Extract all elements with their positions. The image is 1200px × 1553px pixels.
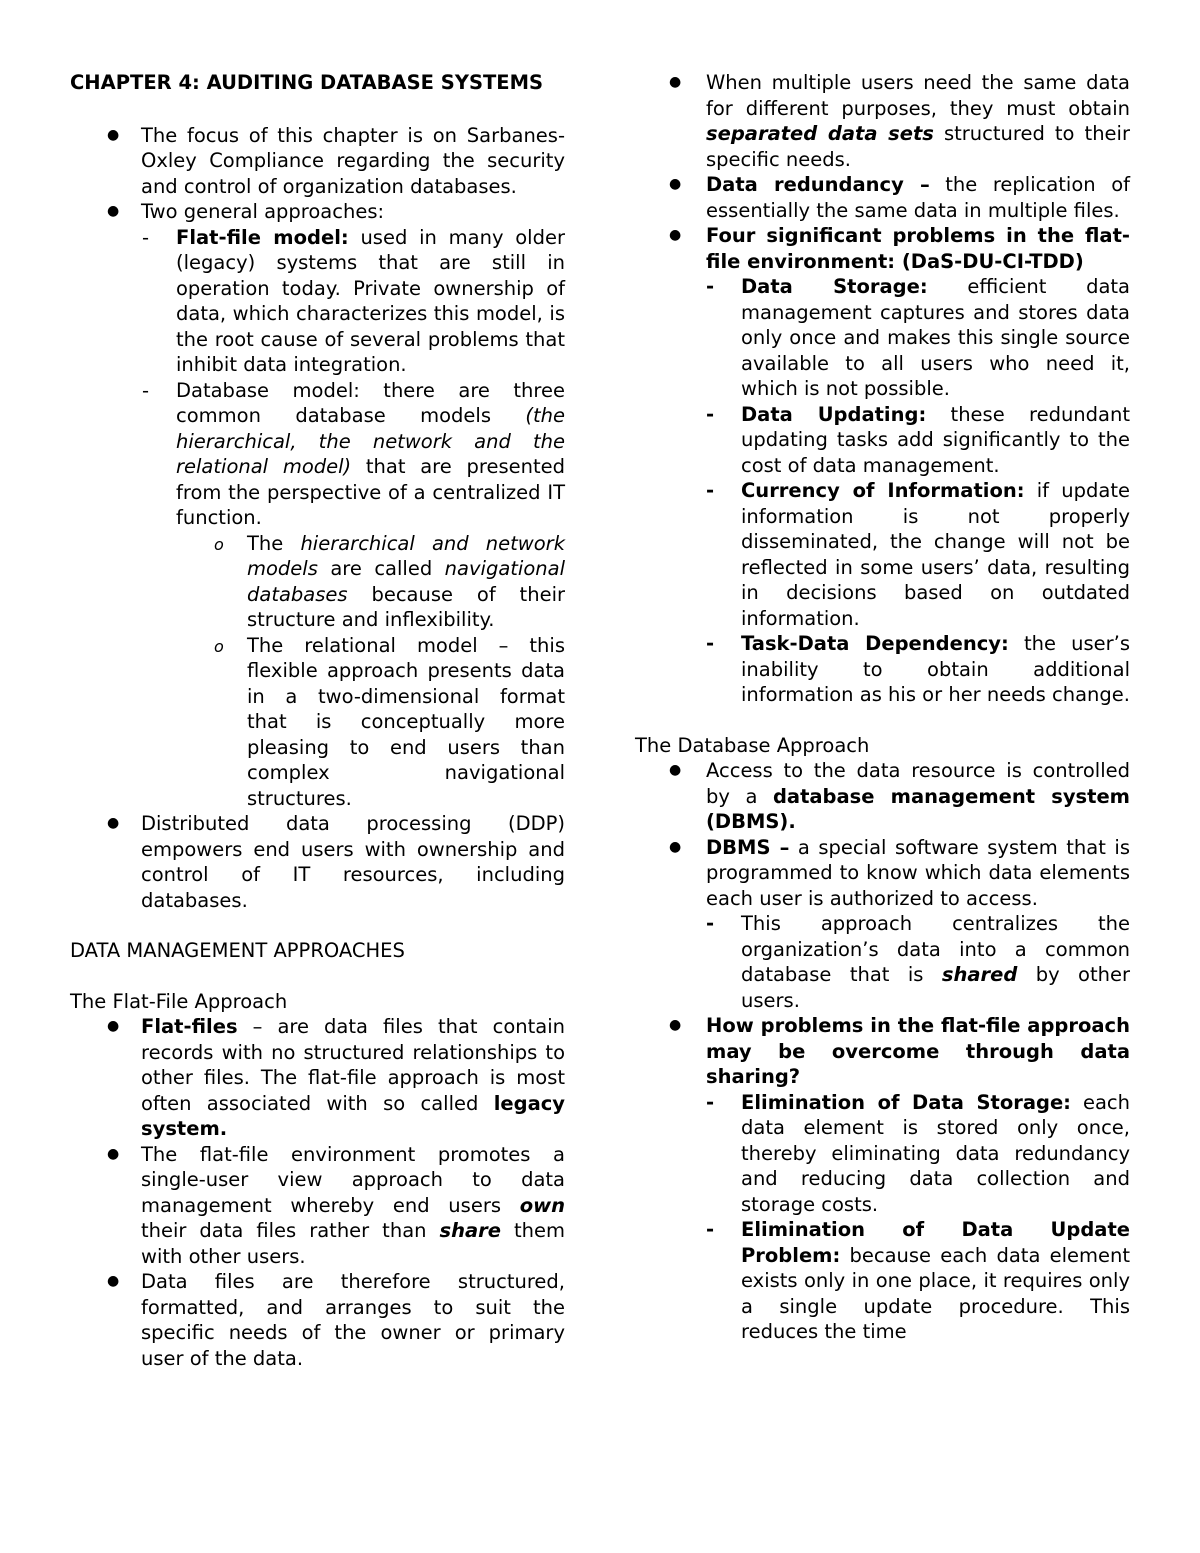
- right-list-bottom: [635, 758, 1130, 1345]
- list-item: ● Access to the data resource is controlled by a database management system (DBMS).: [669, 759, 1130, 833]
- chapter-title: CHAPTER 4: AUDITING DATABASE SYSTEMS: [70, 71, 544, 94]
- dash-marker: -: [706, 632, 715, 655]
- list-item: ● Flat-files – are data files that contain records with no structured relationships to other files. The flat-file approach is most often associated with so called legacy system.: [107, 1015, 565, 1140]
- list-item-navigational: o The hierarchical and network models are called navigational databases because of their structure and inflexibility.: [214, 531, 565, 631]
- bullet-marker: ●: [107, 1145, 120, 1162]
- circle-marker: o: [214, 534, 224, 554]
- list-item-problem: - Data Storage: efficient data management captures and stores data only once and makes this single source available to all users who need it, which is not possible.: [706, 275, 1130, 400]
- list-item: ● DBMS – a special software system that is programmed to know which data elements each user is authorized to access.: [669, 835, 1130, 910]
- list-item-relational: o The relational model – this flexible approach presents data in a two-dimensional format that is conceptually more pleasing to end users than complex navigational structures.: [214, 633, 565, 810]
- bullet-marker: ●: [669, 176, 682, 192]
- list-item: ● Two general approaches:: [107, 200, 385, 223]
- list-item-flat-file-model: - Flat-file model: used in many older (legacy) systems that are still in operation today. Private ownership of data, which characterizes this model, is the root cause of several problems that inhibit data integration.: [142, 225, 565, 376]
- bullet-marker: ●: [107, 815, 120, 831]
- dash-marker: -: [706, 912, 715, 935]
- bullet-marker: ●: [669, 227, 682, 243]
- database-approach-heading: The Database Approach: [635, 733, 870, 757]
- list-item: ● The focus of this chapter is on Sarbanes-Oxley Compliance regarding the security and control of organization databases.: [107, 123, 565, 198]
- bullet-marker: ●: [107, 126, 120, 143]
- intro-list: [70, 123, 565, 914]
- circle-marker: o: [214, 636, 224, 656]
- bullet-marker: ●: [107, 1273, 120, 1289]
- list-item: ● How problems in the flat-file approach may be overcome through data sharing?: [669, 1014, 1130, 1088]
- list-item-ddp: ● Distributed data processing (DDP) empowers end users with ownership and control of IT resources, including databases.: [107, 812, 565, 912]
- list-item: ● The flat-file environment promotes a single-user view approach to data management whereby end users own their data files rather than share them with other users.: [107, 1142, 565, 1268]
- list-item-problem: - Data Updating: these redundant updating tasks add significantly to the cost of data management.: [706, 402, 1131, 477]
- flat-file-list: [70, 1014, 565, 1371]
- list-item-database-model: - Database model: there are three common database models (the hierarchical, the network and the relational model) that are presented from the perspective of a centralized IT function.: [142, 378, 565, 529]
- list-item: ● When multiple users need the same data for different purposes, they must obtain separated data sets structured to their specific needs.: [669, 71, 1130, 171]
- bullet-marker: ●: [107, 1018, 120, 1034]
- bullet-marker: ●: [669, 762, 682, 778]
- dash-marker: -: [706, 402, 715, 426]
- section-heading: DATA MANAGEMENT APPROACHES: [70, 939, 405, 962]
- bullet-marker: ●: [669, 1017, 682, 1033]
- bullet-marker: ●: [107, 203, 120, 219]
- right-list-top: [635, 70, 1130, 708]
- list-item: - This approach centralizes the organization’s data into a common database that is shared by other users.: [706, 912, 1130, 1012]
- dash-marker: -: [142, 378, 150, 402]
- dash-marker: -: [706, 479, 715, 502]
- dash-marker: -: [706, 1090, 715, 1114]
- list-item-problem: - Currency of Information: if update information is not properly disseminated, the change will not be reflected in some users’ data, resulting in decisions based on outdated information.: [706, 479, 1130, 630]
- list-item-solution: - Elimination of Data Update Problem: because each data element exists only in one place, it requires only a single update procedure. This reduces the time: [706, 1218, 1130, 1343]
- bullet-marker: ●: [669, 74, 682, 90]
- list-item-solution: - Elimination of Data Storage: each data element is stored only once, thereby eliminating data redundancy and reducing data collection and storage costs.: [706, 1090, 1130, 1216]
- list-item: ● Data files are therefore structured, formatted, and arranges to suit the specific needs of the owner or primary user of the data.: [107, 1270, 565, 1370]
- right-column: [635, 70, 1130, 1345]
- list-item: ● Data redundancy – the replication of essentially the same data in multiple files.: [669, 173, 1130, 222]
- bullet-marker: ●: [669, 838, 682, 855]
- dash-marker: -: [706, 275, 715, 298]
- dash-marker: -: [142, 225, 150, 249]
- dash-marker: -: [706, 1218, 715, 1241]
- left-column: [70, 70, 565, 1371]
- flat-file-heading: The Flat-File Approach: [70, 989, 288, 1013]
- list-item-problem: - Task-Data Dependency: the user’s inability to obtain additional information as his or her needs change.: [706, 632, 1130, 706]
- list-item: ● Four significant problems in the flat-file environment: (DaS-DU-CI-TDD): [669, 224, 1130, 273]
